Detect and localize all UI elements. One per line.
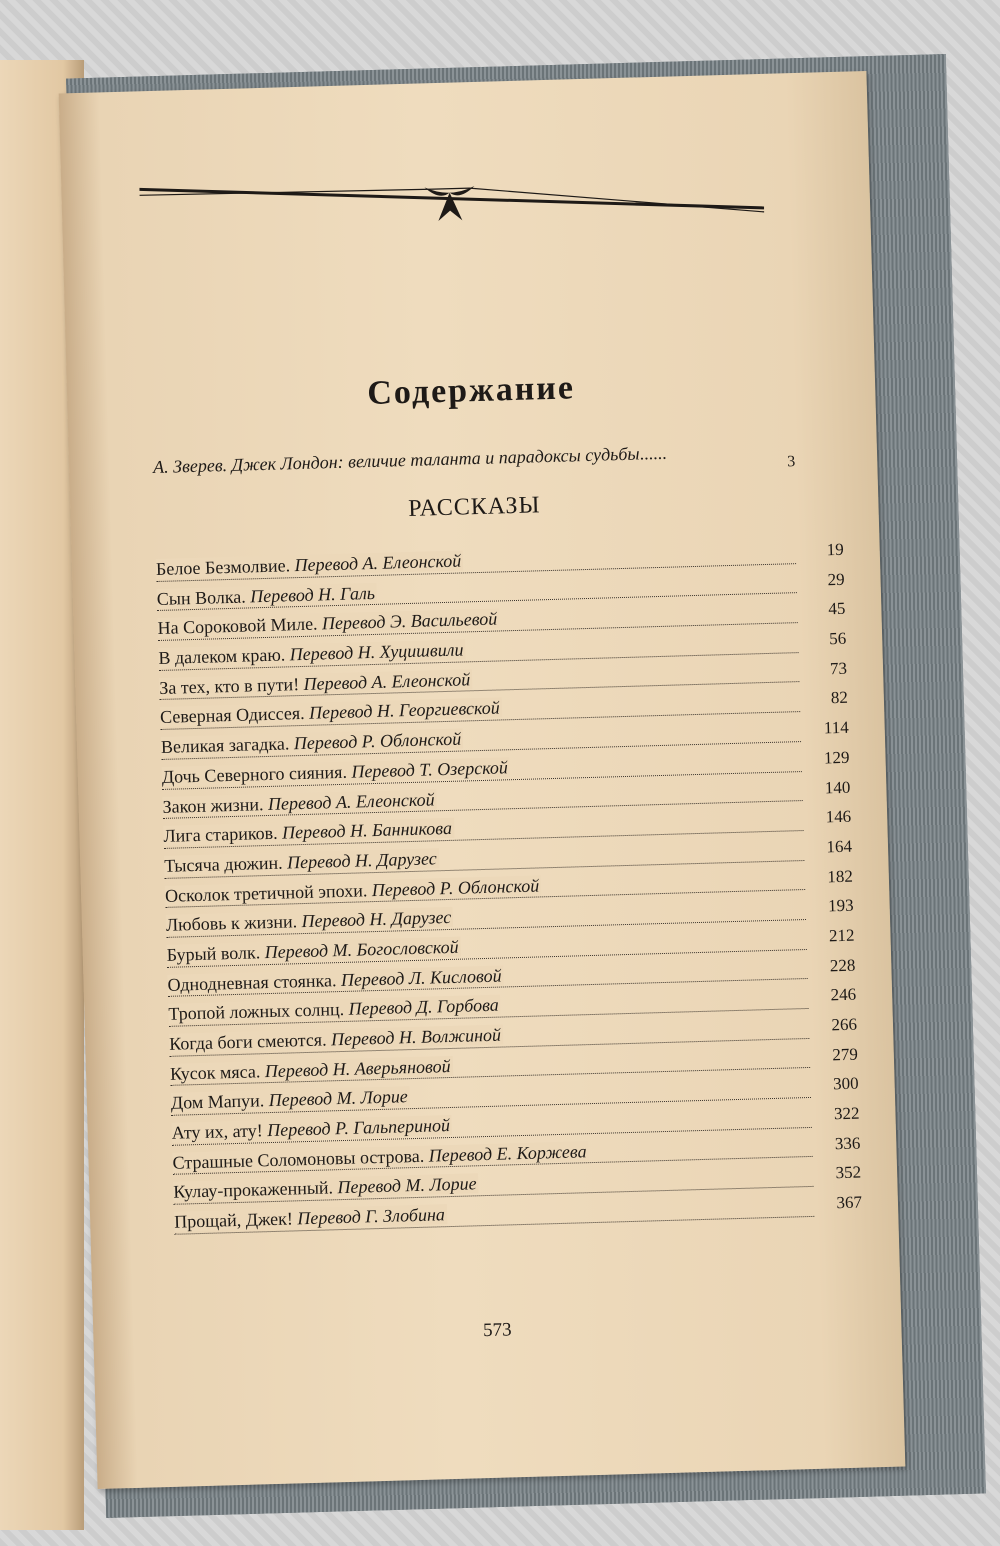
- translator: Перевод Н. Галь: [249, 582, 376, 607]
- story-title: Тропой ложных солнц.: [168, 999, 345, 1025]
- translator: Перевод А. Елеонской: [294, 550, 462, 576]
- story-title: Северная Одиссея.: [159, 703, 305, 728]
- translator: Перевод Н. Георгиевской: [308, 697, 500, 724]
- toc-page-number: 129: [823, 747, 850, 768]
- toc-page-number: 182: [827, 866, 854, 886]
- translator: Перевод Р. Гальпериной: [266, 1115, 451, 1141]
- translator: Перевод Р. Облонской: [371, 875, 540, 900]
- translator: Перевод А. Елеонской: [303, 669, 471, 694]
- toc-list: [155, 539, 863, 1241]
- story-title: Закон жизни.: [162, 793, 264, 817]
- intro-entry: [152, 439, 796, 478]
- translator: Перевод Р. Облонской: [293, 728, 462, 754]
- toc-page-number: 114: [823, 717, 849, 738]
- story-title: Лига стариков.: [163, 822, 278, 847]
- translator: Перевод Т. Озерской: [351, 757, 509, 782]
- toc-page-number: 193: [827, 895, 854, 916]
- translator: Перевод Н. Дарузес: [286, 848, 437, 873]
- toc-page-number: 352: [835, 1163, 862, 1183]
- toc-page-number: 246: [830, 984, 857, 1005]
- intro-author: А. Зверев.: [152, 454, 228, 478]
- story-title: Любовь к жизни.: [165, 911, 298, 936]
- story-title: Прощай, Джек!: [173, 1208, 294, 1232]
- story-title: Бурый волк.: [166, 942, 261, 965]
- story-title: Ату их, ату!: [171, 1120, 263, 1143]
- book-page: [59, 71, 906, 1489]
- toc-entry-text: [156, 550, 464, 579]
- story-title: В далеком краю.: [158, 644, 286, 669]
- toc-page-number: 140: [824, 777, 851, 797]
- toc-page-number: 367: [836, 1192, 863, 1213]
- section-heading: РАССКАЗЫ: [407, 492, 541, 522]
- toc-page-number: 29: [827, 569, 845, 589]
- toc-page-number: 164: [826, 836, 853, 857]
- translator: Перевод Н. Хуцишвили: [289, 639, 464, 665]
- toc-page-number: 19: [826, 539, 844, 560]
- story-title: Однодневная стоянка.: [167, 969, 337, 995]
- translator: Перевод Н. Волжиной: [330, 1024, 502, 1050]
- translator: Перевод Л. Кисловой: [340, 965, 502, 990]
- intro-dots: ......: [639, 442, 667, 464]
- translator: Перевод А. Елеонской: [267, 788, 435, 814]
- page-title: Содержание: [366, 369, 576, 413]
- toc-page-number: 73: [829, 658, 848, 678]
- translator: Перевод М. Лорие: [337, 1173, 477, 1198]
- story-title: Дом Мапуи.: [170, 1090, 265, 1114]
- toc-page-number: 300: [832, 1073, 859, 1094]
- story-title: На Сороковой Миле.: [157, 613, 318, 639]
- story-title: Тысяча дюжин.: [163, 852, 283, 876]
- translator: Перевод Е. Коржева: [428, 1140, 587, 1166]
- translator: Перевод М. Лорие: [268, 1086, 409, 1111]
- intro-title: Джек Лондон: величие таланта и парадоксы судьбы: [231, 443, 640, 475]
- toc-page-number: 279: [832, 1044, 859, 1065]
- story-title: За тех, кто в пути!: [159, 673, 300, 698]
- translator: Перевод М. Богословской: [264, 936, 459, 963]
- toc-page-number: 228: [829, 955, 856, 975]
- intro-page-number: 3: [786, 453, 796, 471]
- toc-page-number: 45: [828, 599, 846, 619]
- translator: Перевод Н. Банникова: [281, 818, 453, 843]
- translator: Перевод Г. Злобина: [297, 1204, 446, 1229]
- toc-page-number: 336: [834, 1133, 861, 1154]
- page-number: 573: [482, 1319, 512, 1342]
- toc-page-number: 146: [825, 806, 852, 827]
- translator: Перевод Э. Васильевой: [321, 608, 498, 634]
- story-title: Кулау-прокаженный.: [173, 1177, 334, 1203]
- toc-page-number: 56: [828, 628, 847, 649]
- ornament-rule: [139, 162, 764, 233]
- story-title: Когда боги смеются.: [168, 1029, 327, 1054]
- story-title: Кусок мяса.: [169, 1060, 261, 1084]
- toc-page-number: 82: [830, 688, 849, 708]
- toc-page-number: 266: [831, 1014, 858, 1035]
- story-title: Белое Безмолвие.: [155, 555, 291, 580]
- story-title: Дочь Северного сияния.: [161, 761, 348, 787]
- story-title: Страшные Соломоновы острова.: [172, 1145, 425, 1173]
- translator: Перевод Н. Дарузес: [301, 907, 452, 932]
- toc-page-number: 212: [828, 925, 855, 946]
- translator: Перевод Н. Аверьяновой: [264, 1055, 451, 1081]
- translator: Перевод Д. Горбова: [348, 994, 500, 1020]
- story-title: Великая загадка.: [160, 733, 290, 758]
- toc-page-number: 322: [833, 1103, 860, 1124]
- story-title: Сын Волка.: [156, 586, 247, 609]
- story-title: Осколок третичной эпохи.: [164, 879, 368, 906]
